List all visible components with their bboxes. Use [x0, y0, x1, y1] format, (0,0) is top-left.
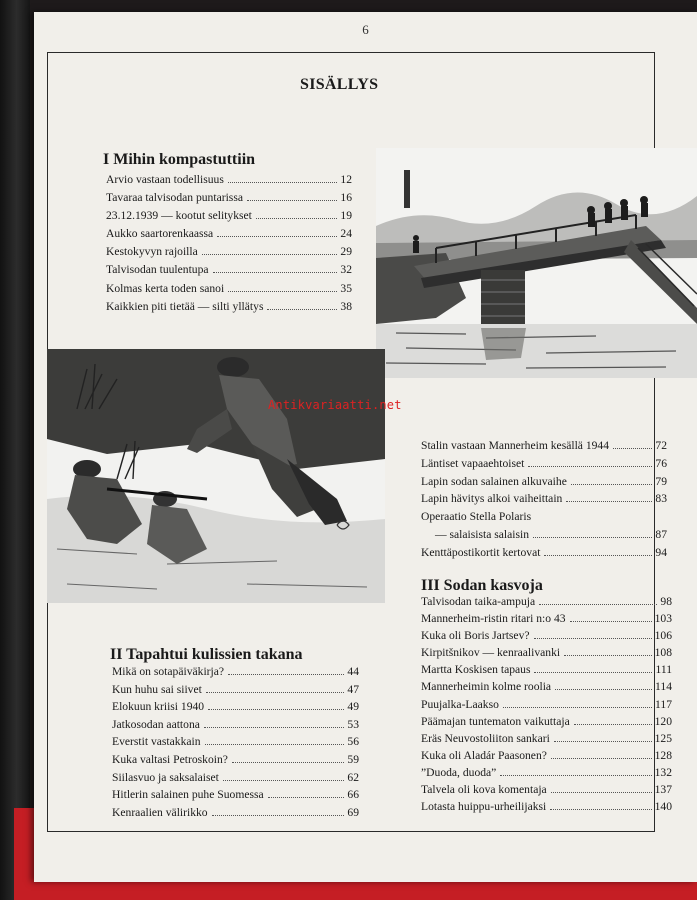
toc-entry[interactable]: Elokuun kriisi 1940 49: [112, 700, 359, 714]
toc-entry[interactable]: Lapin hävitys alkoi vaiheittain 83: [421, 492, 667, 506]
toc-entry[interactable]: Kuka valtasi Petroskoin? 59: [112, 752, 359, 766]
toc-entry[interactable]: Kuka oli Boris Jartsev? 106: [421, 629, 672, 643]
toc-entry[interactable]: Lotasta huippu-urheilijaksi 140: [421, 800, 672, 814]
toc-entry[interactable]: Kaikkien piti tietää — silti yllätys 38: [106, 299, 352, 313]
toc-entry[interactable]: Lapin sodan salainen alkuvaihe 79: [421, 474, 667, 488]
toc-list-section-3: [421, 593, 672, 815]
toc-entry[interactable]: Eräs Neuvostoliiton sankari 125: [421, 731, 672, 745]
toc-entry[interactable]: Talvisodan taika-ampuja 98: [421, 595, 672, 608]
toc-entry[interactable]: Kolmas kerta toden sanoi 35: [106, 281, 352, 295]
section-heading-3: III Sodan kasvoja: [421, 577, 543, 594]
toc-entry[interactable]: Talvisodan tuulentupa 32: [106, 263, 352, 277]
toc-entry[interactable]: ”Duoda, duoda” 132: [421, 765, 672, 779]
page-title: SISÄLLYS: [300, 76, 379, 93]
toc-entry[interactable]: Läntiset vapaaehtoiset 76: [421, 456, 667, 470]
toc-list-section-2-continued: [421, 437, 667, 562]
section-heading-2: II Tapahtui kulissien takana: [110, 646, 303, 663]
toc-entry[interactable]: Kuka oli Aladár Paasonen? 128: [421, 748, 672, 762]
toc-entry[interactable]: — salaisista salaisin 87: [435, 527, 667, 541]
toc-entry[interactable]: Arvio vastaan todellisuus 12: [106, 173, 352, 186]
soldiers-illustration: [47, 349, 385, 603]
toc-entry[interactable]: Martta Koskisen tapaus 111: [421, 663, 672, 677]
toc-entry[interactable]: Operaatio Stella Polaris: [421, 510, 532, 524]
toc-entry[interactable]: Kestokyvyn rajoilla 29: [106, 245, 352, 259]
toc-list-section-1: [106, 171, 352, 316]
book-spine: [0, 0, 30, 900]
toc-entry[interactable]: Siilasvuo ja saksalaiset 62: [112, 770, 359, 784]
page-number: 6: [362, 22, 369, 37]
toc-entry[interactable]: Jatkosodan aattona 53: [112, 717, 359, 731]
toc-entry[interactable]: 23.12.1939 — kootut selitykset 19: [106, 209, 352, 223]
watermark: Antikvariaatti.net: [268, 398, 402, 412]
toc-entry[interactable]: Mikä on sotapäiväkirja? 44: [112, 665, 359, 678]
toc-entry[interactable]: Hitlerin salainen puhe Suomessa 66: [112, 788, 359, 802]
toc-entry[interactable]: Mannerheimin kolme roolia 114: [421, 680, 672, 694]
section-heading-1: I Mihin kompastuttiin: [103, 151, 256, 168]
toc-entry[interactable]: Päämajan tuntematon vaikuttaja 120: [421, 714, 672, 728]
toc-entry[interactable]: Mannerheim-ristin ritari n:o 43 103: [421, 612, 672, 626]
toc-entry[interactable]: Aukko saartorenkaassa 24: [106, 227, 352, 241]
toc-entry[interactable]: Kenraalien välirikko 69: [112, 805, 359, 819]
toc-entry[interactable]: Kun huhu sai siivet 47: [112, 682, 359, 696]
toc-entry[interactable]: Stalin vastaan Mannerheim kesällä 1944 72: [421, 439, 667, 452]
toc-list-section-2: [112, 663, 359, 821]
toc-entry[interactable]: Kirpitšnikov — kenraalivanki 108: [421, 646, 672, 660]
toc-entry[interactable]: Kenttäpostikortit kertovat 94: [421, 545, 667, 559]
toc-entry[interactable]: Everstit vastakkain 56: [112, 735, 359, 749]
toc-entry[interactable]: Puujalka-Laakso 117: [421, 697, 672, 711]
toc-entry[interactable]: Tavaraa talvisodan puntarissa 16: [106, 191, 352, 205]
toc-entry[interactable]: Talvela oli kova komentaja 137: [421, 783, 672, 797]
bridge-illustration: [376, 148, 697, 378]
